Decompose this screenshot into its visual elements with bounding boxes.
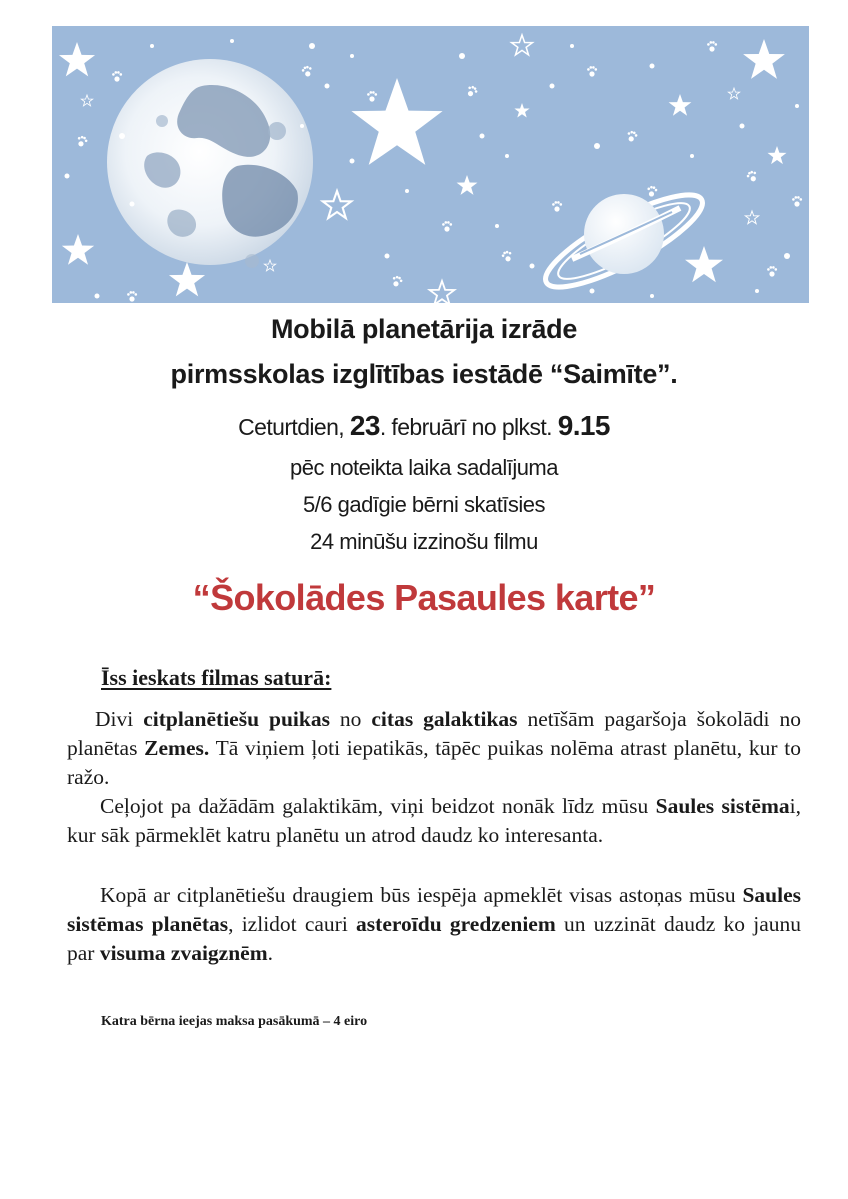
film-length-note: 24 minūšu izzinošu filmu: [310, 529, 538, 554]
event-month-text: . februārī no plkst.: [379, 414, 558, 440]
text-run: Divi: [95, 707, 144, 731]
audience-note: 5/6 gadīgie bērni skatīsies: [302, 492, 546, 517]
text-run: Kopā ar citplanētiešu draugiem būs iespēja apmeklēt visas astoņas mūsu: [100, 883, 743, 907]
summary-heading: Īss ieskats filmas saturā:: [101, 665, 332, 690]
space-illustration: [52, 26, 809, 303]
text-run: no: [329, 707, 372, 731]
text-run: Tā viņiem ļoti iepatikās, tāpēc puikas nolēma atrast planētu, kur to ražo.: [67, 736, 801, 789]
film-title: “Šokolādes Pasaules karte”: [192, 577, 656, 618]
event-date-line: [0, 410, 848, 442]
ticket-price-note: Katra bērna ieejas maksa pasākumā – 4 eiro: [101, 1014, 368, 1029]
bold-run: Saules sistēmas planētas: [67, 883, 801, 936]
text-run: i, kur sāk pārmeklēt katru planētu un atrod daudz ko interesanta.: [67, 794, 801, 847]
event-day-prefix: Ceturtdien,: [238, 414, 350, 440]
bold-run: visuma zvaigznēm: [99, 941, 268, 965]
bold-run: asteroīdu gredzeniem: [356, 912, 556, 936]
text-run: Ceļojot pa dažādām galaktikām, viņi beidzot nonāk līdz mūsu: [100, 794, 656, 818]
bold-run: Zemes.: [144, 736, 210, 760]
schedule-note: pēc noteikta laika sadalījuma: [290, 455, 558, 480]
text-run: un uzzināt daudz ko jaunu par: [67, 912, 801, 965]
space-banner-image: [52, 26, 809, 303]
saturn-planet-icon: [536, 179, 713, 302]
text-run: .: [267, 941, 274, 965]
text-run: netīšām pagaršoja šokolādi no planētas: [67, 707, 801, 760]
bold-run: citas galaktikas: [371, 707, 518, 731]
bold-run: citplanētiešu puikas: [143, 707, 330, 731]
text-run: , izlidot cauri: [228, 912, 357, 936]
announcement-venue: pirmsskolas izglītības iestādē “Saimīte”.: [170, 359, 678, 389]
summary-paragraph-3: [67, 881, 801, 968]
announcement-title: Mobilā planetārija izrāde: [270, 314, 578, 344]
moon-icon: [107, 59, 313, 268]
summary-paragraph-2: [67, 792, 801, 850]
event-time: 9.15: [557, 410, 610, 441]
event-day-number: 23: [349, 410, 380, 441]
bold-run: Saules sistēma: [655, 794, 790, 818]
summary-paragraph-1: [67, 705, 801, 792]
